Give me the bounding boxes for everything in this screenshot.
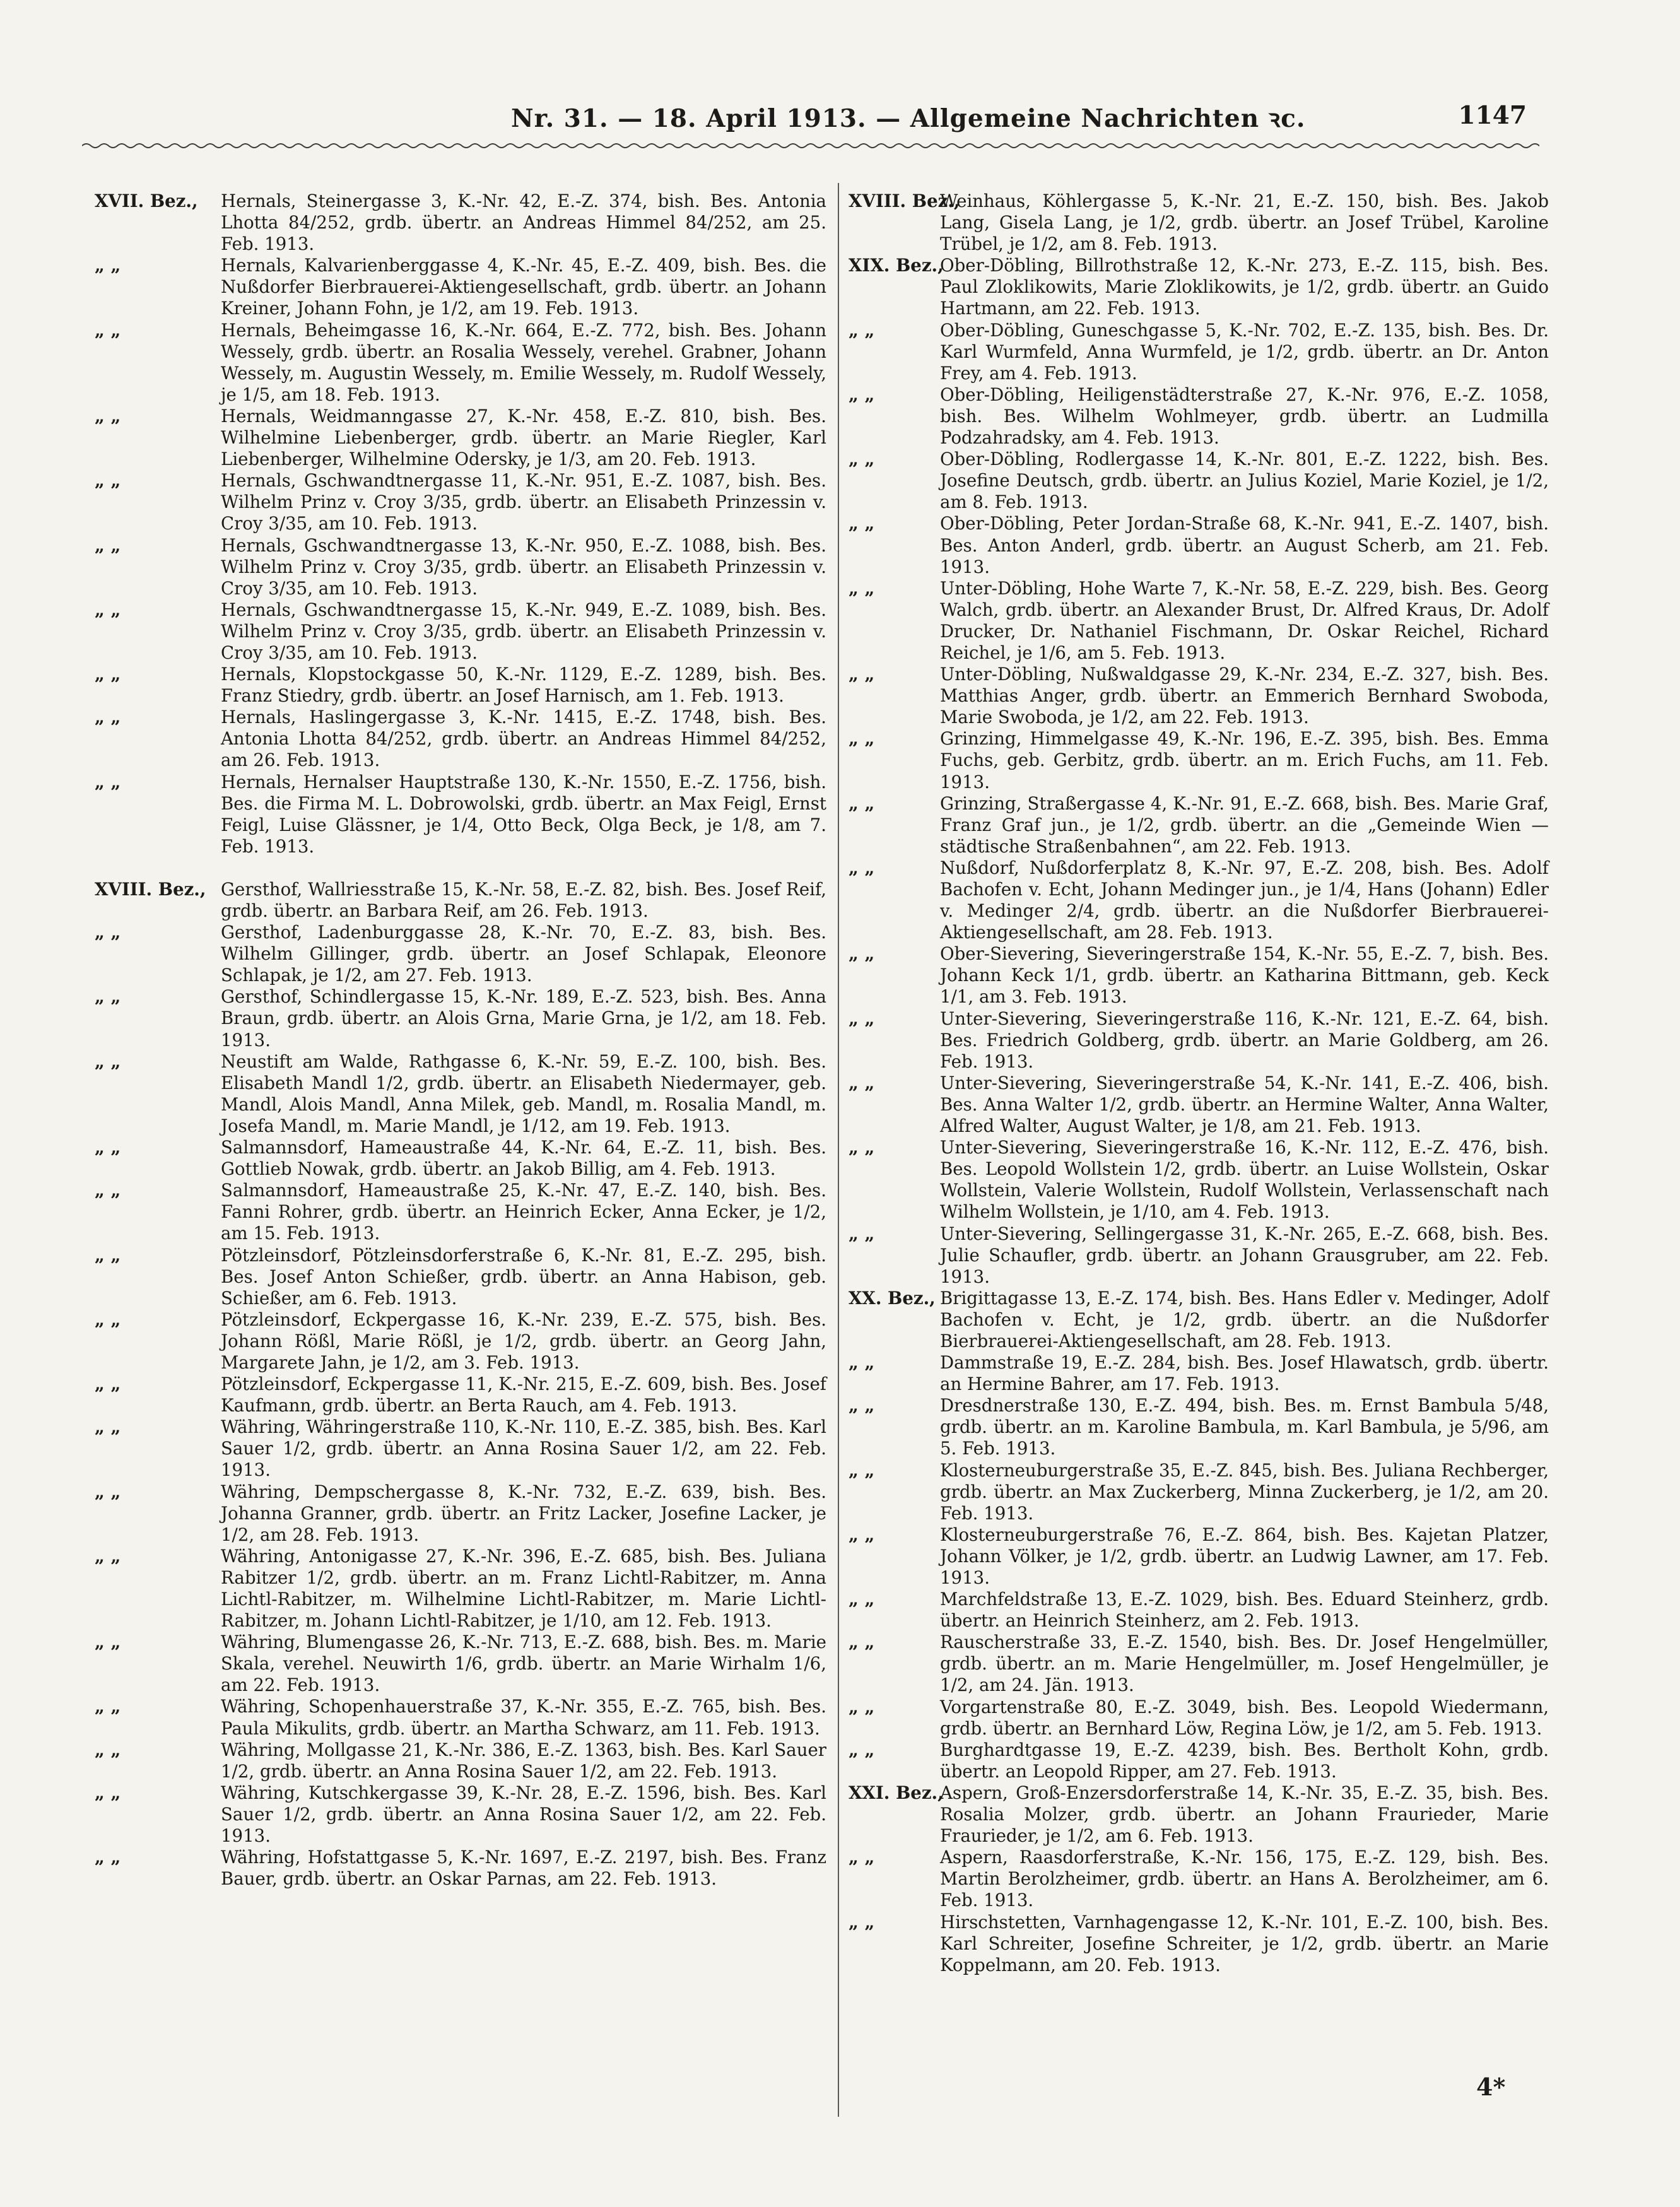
register-entry [849,513,1549,577]
entry-text: Ober-Sievering, Sieveringerstraße 154, K.-Nr. 55, E.-Z. 7, bish. Bes. Johann Keck 1/1, grdb. übertr. an Katharina Bittmann, geb. Keck 1/1, am 3. Feb. 1913. [940,943,1549,1008]
right-column [849,191,1549,1976]
district-label: „ „ [95,255,121,276]
register-entry [849,1782,1549,1847]
register-entry [849,1632,1549,1696]
district-label: „ „ [95,405,121,427]
district-label: „ „ [95,986,121,1008]
page-number: 1147 [1458,101,1527,130]
district-label: „ „ [95,1051,121,1072]
entry-text: Klosterneuburgerstraße 76, E.-Z. 864, bish. Bes. Kajetan Platzer, Johann Völker, je 1/2, grdb. übertr. an Ludwig Lawner, am 17. Feb. 1913. [940,1524,1549,1588]
register-entry [95,1739,826,1782]
register-entry [95,535,826,599]
district-label: „ „ [95,1847,121,1868]
register-entry [95,470,826,534]
district-label: „ „ [849,1524,875,1545]
entry-text: Hernals, Weidmanngasse 27, K.-Nr. 458, E.-Z. 810, bish. Bes. Wilhelmine Liebenberger, grdb. übertr. an Marie Riegler, Karl Liebenberger, Wilhelmine Odersky, je 1/3, am 20. Feb. 1913. [221,405,826,470]
register-entry [95,922,826,986]
entry-text: Ober-Döbling, Peter Jordan-Straße 68, K.-Nr. 941, E.-Z. 1407, bish. Bes. Anton Anderl, grdb. übertr. an August Scherb, am 21. Feb. 1913. [940,513,1549,577]
register-entry [849,1008,1549,1073]
district-label: „ „ [95,1545,121,1567]
register-entry [95,772,826,857]
entry-text: Neustift am Walde, Rathgasse 6, K.-Nr. 59, E.-Z. 100, bish. Bes. Elisabeth Mandl 1/2, grdb. übertr. an Elisabeth Niedermayer, geb. Mandl, Alois Mandl, Anna Milek, geb. Mandl, m. Rosalia Mandl, m. Josefa Mandl, m. Marie Mandl, je 1/12, am 19. Feb. 1913. [221,1051,826,1136]
register-entry [95,320,826,406]
entry-text: Währing, Antonigasse 27, K.-Nr. 396, E.-Z. 685, bish. Bes. Juliana Rabitzer 1/2, grdb. übertr. an m. Franz Lichtl-Rabitzer, m. Anna Lichtl-Rabitzer, m. Wilhelmine Lichtl-Rabitzer, m. Marie Lichtl-Rabitzer, m. Johann Lichtl-Rabitzer, je 1/10, am 12. Feb. 1913. [221,1545,826,1632]
district-label: „ „ [849,1395,875,1416]
district-label: „ „ [849,1223,875,1244]
register-entry [849,255,1549,319]
district-label: „ „ [849,943,875,965]
entry-text: Hernals, Haslingergasse 3, K.-Nr. 1415, E.-Z. 1748, bish. Bes. Antonia Lhotta 84/252, grdb. übertr. an Andreas Himmel 84/252, am 26. Feb. 1913. [221,707,826,771]
entry-text: Marchfeldstraße 13, E.-Z. 1029, bish. Bes. Eduard Steinherz, grdb. übertr. an Heinrich Steinherz, am 2. Feb. 1913. [940,1589,1549,1632]
entry-text: Rauscherstraße 33, E.-Z. 1540, bish. Bes. Dr. Josef Hengelmüller, grdb. übertr. an m. Marie Hengelmüller, m. Josef Hengelmüller, je 1/2, am 24. Jän. 1913. [940,1632,1549,1696]
register-entry [849,857,1549,943]
entry-text: Währing, Blumengasse 26, K.-Nr. 713, E.-Z. 688, bish. Bes. m. Marie Skala, verehel. Neuwirth 1/6, grdb. übertr. an Marie Wirhalm 1/6, am 22. Feb. 1913. [221,1632,826,1696]
register-entry [95,879,826,922]
register-entry [95,707,826,771]
register-entry [95,255,826,319]
register-entry [95,1416,826,1481]
issue-line: Nr. 31. — 18. April 1913. — Allgemeine Nachrichten ꝛc. [511,104,1306,133]
entry-text: Hernals, Gschwandtnergasse 15, K.-Nr. 949, E.-Z. 1089, bish. Bes. Wilhelm Prinz v. Croy 3/35, grdb. übertr. an Elisabeth Prinzessin v. Croy 3/35, am 10. Feb. 1913. [221,599,826,663]
register-entry [95,1374,826,1416]
district-label: „ „ [95,1481,121,1502]
district-label: „ „ [849,1696,875,1717]
register-entry [849,728,1549,792]
entry-text: Nußdorf, Nußdorferplatz 8, K.-Nr. 97, E.-Z. 208, bish. Bes. Adolf Bachofen v. Echt, Johann Medinger jun., je 1/4, Hans (Johann) Edler v. Medinger 2/4, grdb. übertr. an die Nußdorfer Bierbrauerei-Aktiengesellschaft, am 28. Feb. 1913. [940,857,1549,943]
district-label: „ „ [95,922,121,943]
register-entry [95,1696,826,1739]
register-entry [95,664,826,707]
register-entry [849,1847,1549,1911]
register-entry [849,1460,1549,1524]
entry-text: Unter-Sievering, Sieveringerstraße 16, K.-Nr. 112, E.-Z. 476, bish. Bes. Leopold Wollstein 1/2, grdb. übertr. an Luise Wollstein, Oskar Wollstein, Valerie Wollstein, Rudolf Wollstein, Verlassenschaft nach Wilhelm Wollstein, je 1/10, am 4. Feb. 1913. [940,1137,1549,1223]
entry-text: Währing, Kutschkergasse 39, K.-Nr. 28, E.-Z. 1596, bish. Bes. Karl Sauer 1/2, grdb. übertr. an Anna Rosina Sauer 1/2, am 22. Feb. 1913. [221,1782,826,1847]
register-entry [849,1073,1549,1137]
district-label: „ „ [849,1459,875,1481]
register-entry [849,1524,1549,1589]
register-entry [849,1395,1549,1459]
entry-text: Grinzing, Himmelgasse 49, K.-Nr. 196, E.-Z. 395, bish. Bes. Emma Fuchs, geb. Gerbitz, grdb. übertr. an m. Erich Fuchs, am 11. Feb. 1913. [940,728,1549,792]
district-label: „ „ [849,384,875,405]
register-entry [95,599,826,664]
entry-text: Hernals, Gschwandtnergasse 13, K.-Nr. 950, E.-Z. 1088, bish. Bes. Wilhelm Prinz v. Croy 3/35, grdb. übertr. an Elisabeth Prinzessin v. Croy 3/35, am 10. Feb. 1913. [221,534,826,599]
entry-text: Hernals, Kalvarienberggasse 4, K.-Nr. 45, E.-Z. 409, bish. Bes. die Nußdorfer Bierbrauerei-Aktiengesellschaft, grdb. übertr. an Johann Kreiner, Johann Fohn, je 1/2, am 19. Feb. 1913. [221,255,826,319]
column-divider [838,183,839,2117]
register-entry [849,793,1549,857]
district-label: „ „ [95,599,121,620]
register-entry [95,1309,826,1374]
entry-text: Unter-Döbling, Hohe Warte 7, K.-Nr. 58, E.-Z. 229, bish. Bes. Georg Walch, grdb. übertr. an Alexander Brust, Dr. Alfred Kraus, Dr. Adolf Drucker, Dr. Nathaniel Fischmann, Dr. Oskar Reichel, Richard Reichel, je 1/6, am 5. Feb. 1913. [940,577,1549,663]
district-label: „ „ [95,707,121,728]
entry-text: Währing, Schopenhauerstraße 37, K.-Nr. 355, E.-Z. 765, bish. Bes. Paula Mikulits, grdb. übertr. an Martha Schwarz, am 11. Feb. 1913. [221,1696,826,1739]
district-label: „ „ [849,664,875,685]
district-label: XXI. Bez., [849,1782,944,1803]
entry-text: Hernals, Beheimgasse 16, K.-Nr. 664, E.-Z. 772, bish. Bes. Johann Wessely, grdb. übertr. an Rosalia Wessely, verehel. Grabner, Johann Wessely, m. Augustin Wessely, m. Emilie Wessely, m. Rudolf Wessely, je 1/5, am 18. Feb. 1913. [221,319,826,405]
entry-text: Währing, Dempschergasse 8, K.-Nr. 732, E.-Z. 639, bish. Bes. Johanna Granner, grdb. übertr. an Fritz Lacker, Josefine Lacker, je 1/2, am 28. Feb. 1913. [221,1481,826,1545]
entry-text: Klosterneuburgerstraße 35, E.-Z. 845, bish. Bes. Juliana Rechberger, grdb. übertr. an Max Zuckerberg, Minna Zuckerberg, je 1/2, am 20. Feb. 1913. [940,1459,1549,1524]
register-entry [95,406,826,470]
district-label: „ „ [849,1352,875,1374]
signature-mark: 4* [1476,2073,1506,2101]
entry-text: Unter-Sievering, Sieveringerstraße 54, K.-Nr. 141, E.-Z. 406, bish. Bes. Anna Walter 1/2, grdb. übertr. an Hermine Walter, Anna Walter, Alfred Walter, August Walter, je 1/8, am 21. Feb. 1913. [940,1072,1549,1137]
entry-text: Gersthof, Schindlergasse 15, K.-Nr. 189, E.-Z. 523, bish. Bes. Anna Braun, grdb. übertr. an Alois Grna, Marie Grna, je 1/2, am 18. Feb. 1913. [221,986,826,1051]
entry-text: Ober-Döbling, Heiligenstädterstraße 27, K.-Nr. 976, E.-Z. 1058, bish. Bes. Wilhelm Wohlmeyer, grdb. übertr. an Ludmilla Podzahradsky, am 4. Feb. 1913. [940,384,1549,449]
entry-text: Währing, Währingerstraße 110, K.-Nr. 110, E.-Z. 385, bish. Bes. Karl Sauer 1/2, grdb. übertr. an Anna Rosina Sauer 1/2, am 22. Feb. 1913. [221,1416,826,1481]
district-label: „ „ [849,1847,875,1868]
register-entry [849,578,1549,664]
register-entry [95,1245,826,1309]
entry-text: Salmannsdorf, Hameaustraße 44, K.-Nr. 64, E.-Z. 11, bish. Bes. Gottlieb Nowak, grdb. übertr. an Jakob Billig, am 4. Feb. 1913. [221,1137,826,1180]
entry-text: Aspern, Groß-Enzersdorferstraße 14, K.-Nr. 35, E.-Z. 35, bish. Bes. Rosalia Molzer, grdb. übertr. an Johann Fraurieder, Marie Fraurieder, je 1/2, am 6. Feb. 1913. [940,1782,1549,1847]
district-label: „ „ [95,470,121,491]
entry-text: Ober-Döbling, Guneschgasse 5, K.-Nr. 702, E.-Z. 135, bish. Bes. Dr. Karl Wurmfeld, Anna Wurmfeld, je 1/2, grdb. übertr. an Dr. Anton Frey, am 4. Feb. 1913. [940,319,1549,384]
district-label: „ „ [849,1072,875,1093]
district-label: „ „ [849,577,875,599]
entry-text: Gersthof, Wallriesstraße 15, K.-Nr. 58, E.-Z. 82, bish. Bes. Josef Reif, grdb. übertr. an Barbara Reif, am 26. Feb. 1913. [221,878,826,921]
entry-text: Hernals, Hernalser Hauptstraße 130, K.-Nr. 1550, E.-Z. 1756, bish. Bes. die Firma M. L. Dobrowolski, grdb. übertr. an Max Feigl, Ernst Feigl, Luise Glässner, je 1/4, Otto Beck, Olga Beck, je 1/8, am 7. Feb. 1913. [221,771,826,857]
entry-text: Dresdnerstraße 130, E.-Z. 494, bish. Bes. m. Ernst Bambula 5/48, grdb. übertr. an m. Karoline Bambula, m. Karl Bambula, je 5/96, am 5. Feb. 1913. [940,1395,1549,1459]
register-entry [849,384,1549,449]
entry-text: Unter-Döbling, Nußwaldgasse 29, K.-Nr. 234, E.-Z. 327, bish. Bes. Matthias Anger, grdb. übertr. an Emmerich Bernhard Swoboda, Marie Swoboda, je 1/2, am 22. Feb. 1913. [940,664,1549,728]
district-label: XIX. Bez., [849,255,944,276]
entry-text: Brigittagasse 13, E.-Z. 174, bish. Bes. Hans Edler v. Medinger, Adolf Bachofen v. Echt, je 1/2, grdb. übertr. an die Nußdorfer Bierbrauerei-Aktiengesellschaft, am 28. Feb. 1913. [940,1287,1549,1351]
district-label: „ „ [849,728,875,750]
entry-text: Währing, Mollgasse 21, K.-Nr. 386, E.-Z. 1363, bish. Bes. Karl Sauer 1/2, grdb. übertr. an Anna Rosina Sauer 1/2, am 22. Feb. 1913. [221,1739,826,1782]
entry-text: Ober-Döbling, Billrothstraße 12, K.-Nr. 273, E.-Z. 115, bish. Bes. Paul Zloklikowits, Marie Zloklikowits, je 1/2, grdb. übertr. an Guido Hartmann, am 22. Feb. 1913. [940,255,1549,319]
entry-text: Grinzing, Straßergasse 4, K.-Nr. 91, E.-Z. 668, bish. Bes. Marie Graf, Franz Graf jun., je 1/2, grdb. übertr. an die „Gemeinde Wien — städtische Straßenbahnen“, am 22. Feb. 1913. [940,792,1549,857]
register-entry [849,1739,1549,1782]
register-entry [849,1223,1549,1288]
district-label: XVII. Bez., [95,191,198,211]
entry-text: Gersthof, Ladenburggasse 28, K.-Nr. 70, E.-Z. 83, bish. Bes. Wilhelm Gillinger, grdb. übertr. an Josef Schlapak, Eleonore Schlapak, je 1/2, am 27. Feb. 1913. [221,922,826,986]
entry-text: Hernals, Steinergasse 3, K.-Nr. 42, E.-Z. 374, bish. Bes. Antonia Lhotta 84/252, grdb. übertr. an Andreas Himmel 84/252, am 25. Feb. 1913. [221,191,826,255]
entry-text: Unter-Sievering, Sieveringerstraße 116, K.-Nr. 121, E.-Z. 64, bish. Bes. Friedrich Goldberg, grdb. übertr. an Marie Goldberg, am 26. Feb. 1913. [940,1008,1549,1072]
district-label: „ „ [95,1739,121,1760]
register-entry [95,986,826,1051]
register-entry [95,1051,826,1137]
entry-text: Vorgartenstraße 80, E.-Z. 3049, bish. Bes. Leopold Wiedermann, grdb. übertr. an Bernhard Löw, Regina Löw, je 1/2, am 5. Feb. 1913. [940,1696,1549,1739]
district-label: „ „ [95,1416,121,1438]
district-label: „ „ [849,319,875,341]
district-label: „ „ [849,449,875,470]
entry-text: Weinhaus, Köhlergasse 5, K.-Nr. 21, E.-Z. 150, bish. Bes. Jakob Lang, Gisela Lang, je 1/2, grdb. übertr. an Josef Trübel, Karoline Trübel, je 1/2, am 8. Feb. 1913. [940,191,1549,255]
entry-text: Hernals, Gschwandtnergasse 11, K.-Nr. 951, E.-Z. 1087, bish. Bes. Wilhelm Prinz v. Croy 3/35, grdb. übertr. an Elisabeth Prinzessin v. Croy 3/35, am 10. Feb. 1913. [221,470,826,534]
district-label: „ „ [95,1696,121,1717]
entry-text: Dammstraße 19, E.-Z. 284, bish. Bes. Josef Hlawatsch, grdb. übertr. an Hermine Bahrer, am 17. Feb. 1913. [940,1352,1549,1395]
district-label: „ „ [849,792,875,814]
register-entry [849,1697,1549,1739]
register-entry [95,1632,826,1696]
district-label: „ „ [95,319,121,341]
district-label: „ „ [95,1244,121,1266]
left-column [95,191,826,1890]
entry-text: Hirschstetten, Varnhagengasse 12, K.-Nr. 101, E.-Z. 100, bish. Bes. Karl Schreiter, Josefine Schreiter, je 1/2, grdb. übertr. an Marie Koppelmann, am 20. Feb. 1913. [940,1911,1549,1975]
district-label: „ „ [95,664,121,685]
entry-text: Währing, Hofstattgasse 5, K.-Nr. 1697, E.-Z. 2197, bish. Bes. Franz Bauer, grdb. übertr. an Oskar Parnas, am 22. Feb. 1913. [221,1847,826,1890]
register-entry [849,191,1549,255]
district-label: „ „ [95,771,121,792]
district-label: „ „ [849,1739,875,1760]
register-entry [95,191,826,255]
register-entry [849,1352,1549,1395]
district-label: „ „ [95,1137,121,1158]
entry-text: Aspern, Raasdorferstraße, K.-Nr. 156, 175, E.-Z. 129, bish. Bes. Martin Berolzheimer, grdb. übertr. an Hans A. Berolzheimer, am 6. Feb. 1913. [940,1847,1549,1911]
district-label: „ „ [95,534,121,556]
register-entry [95,1847,826,1890]
district-label: „ „ [95,1180,121,1201]
district-label: „ „ [849,513,875,534]
register-entry [95,1180,826,1244]
district-label: „ „ [849,857,875,878]
district-label: „ „ [849,1008,875,1029]
district-label: XVIII. Bez., [95,878,206,900]
register-entry [95,1546,826,1632]
district-label: „ „ [849,1911,875,1933]
entry-text: Pötzleinsdorf, Eckpergasse 11, K.-Nr. 215, E.-Z. 609, bish. Bes. Josef Kaufmann, grdb. übertr. an Berta Rauch, am 4. Feb. 1913. [221,1374,826,1416]
entry-text: Burghardtgasse 19, E.-Z. 4239, bish. Bes. Bertholt Kohn, grdb. übertr. an Leopold Ripper, am 27. Feb. 1913. [940,1739,1549,1782]
entry-text: Unter-Sievering, Sellingergasse 31, K.-Nr. 265, E.-Z. 668, bish. Bes. Julie Schaufler, grdb. übertr. an Johann Grausgruber, am 22. Feb. 1913. [940,1223,1549,1287]
register-entry [95,1137,826,1180]
district-label: „ „ [95,1374,121,1395]
district-label: XVIII. Bez., [849,191,960,211]
entry-text: Pötzleinsdorf, Eckpergasse 16, K.-Nr. 239, E.-Z. 575, bish. Bes. Johann Rößl, Marie Rößl, je 1/2, grdb. übertr. an Georg Jahn, Margarete Jahn, je 1/2, am 3. Feb. 1913. [221,1309,826,1373]
page-header [82,101,1539,145]
register-entry [849,1589,1549,1632]
entry-text: Salmannsdorf, Hameaustraße 25, K.-Nr. 47, E.-Z. 140, bish. Bes. Fanni Rohrer, grdb. übertr. an Heinrich Ecker, Anna Ecker, je 1/2, am 15. Feb. 1913. [221,1180,826,1244]
entry-text: Pötzleinsdorf, Pötzleinsdorferstraße 6, K.-Nr. 81, E.-Z. 295, bish. Bes. Josef Anton Schießer, grdb. übertr. an Anna Habison, geb. Schießer, am 6. Feb. 1913. [221,1244,826,1309]
register-entry [849,943,1549,1008]
register-entry [95,1481,826,1546]
district-label: „ „ [95,1632,121,1653]
district-label: „ „ [849,1589,875,1610]
district-label: „ „ [849,1632,875,1653]
register-entry [849,320,1549,384]
district-label: „ „ [95,1309,121,1330]
district-label: „ „ [95,1782,121,1803]
register-entry [849,1137,1549,1223]
district-label: XX. Bez., [849,1287,936,1309]
register-entry [849,1912,1549,1976]
entry-text: Ober-Döbling, Rodlergasse 14, K.-Nr. 801, E.-Z. 1222, bish. Bes. Josefine Deutsch, grdb. übertr. an Julius Koziel, Marie Koziel, je 1/2, am 8. Feb. 1913. [940,449,1549,513]
header-wavy-rule [82,140,1539,151]
register-entry [849,449,1549,513]
register-entry [849,1288,1549,1352]
register-entry [849,664,1549,728]
register-entry [95,1782,826,1847]
district-label: „ „ [849,1137,875,1158]
entry-text: Hernals, Klopstockgasse 50, K.-Nr. 1129, E.-Z. 1289, bish. Bes. Franz Stiedry, grdb. übertr. an Josef Harnisch, am 1. Feb. 1913. [221,664,826,707]
